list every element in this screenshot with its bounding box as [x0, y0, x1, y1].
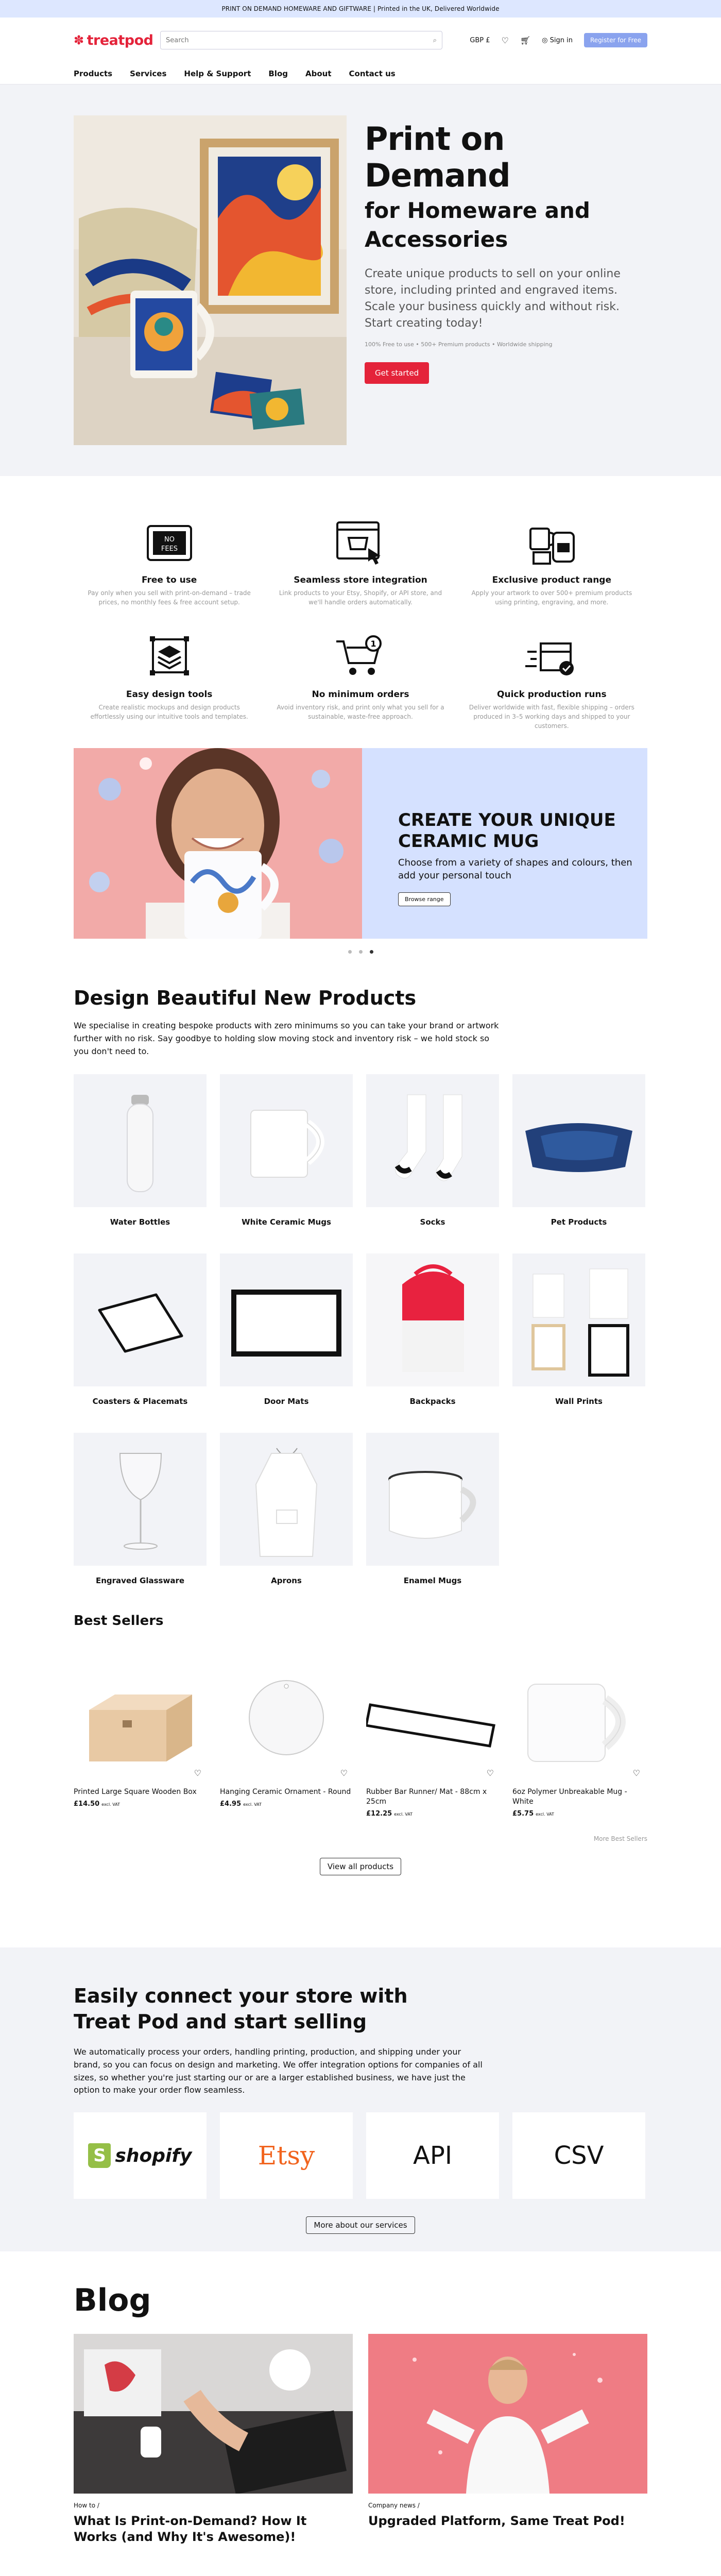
user-icon: ◎	[542, 36, 548, 44]
feature-desc: Apply your artwork to over 500+ premium products using printing, engraving, and more.	[471, 589, 632, 606]
logo-text: treatpod	[87, 32, 153, 48]
category-image	[512, 1253, 645, 1386]
category-label: Coasters & Placemats	[92, 1397, 188, 1406]
category-card[interactable]	[512, 1074, 645, 1227]
feature-desc: Create realistic mockups and design products effortlessly using our intuitive tools and templates.	[90, 704, 248, 720]
product-image	[366, 1653, 499, 1782]
api-integration-card[interactable]	[366, 2112, 499, 2199]
feature-free-to-use	[74, 517, 265, 607]
search-icon[interactable]: ⌕	[433, 36, 437, 44]
shopify-integration-card[interactable]	[74, 2112, 207, 2199]
feature-desc: Pay only when you sell with print-on-demand – trade prices, no monthly fees & free account setup.	[88, 589, 251, 606]
banner-subtitle: Choose from a variety of shapes and colours, then add your personal touch	[398, 857, 632, 881]
product-card[interactable]	[220, 1653, 353, 1818]
nav-blog[interactable]: Blog	[268, 69, 288, 78]
store-integration-icon	[332, 517, 389, 569]
no-fees-icon	[144, 522, 195, 564]
product-price	[220, 1800, 353, 1808]
browse-range-button[interactable]: Browse range	[398, 892, 451, 906]
nav-products[interactable]: Products	[74, 69, 113, 78]
feature-desc: Deliver worldwide with fast, flexible shipping – orders produced in 3–5 working days and shipped to your customers.	[469, 704, 634, 730]
category-label: Wall Prints	[555, 1397, 603, 1406]
nav-contact[interactable]: Contact us	[349, 69, 396, 78]
connect-paragraph: We automatically process your orders, handling printing, production, and shipping under your brand, so you can focus on design and marketing. We offer integration options for companies of all sizes, so whether you're just starting our or are a larger established business, we have just the option to make your order flow seamless.	[74, 2046, 483, 2095]
product-name: Rubber Bar Runner/ Mat - 88cm x 25cm	[366, 1788, 487, 1806]
best-sellers-title: Best Sellers	[74, 1613, 164, 1629]
blog-post-card[interactable]	[74, 2334, 353, 2545]
features-section	[0, 476, 721, 1906]
no-minimum-icon	[332, 634, 389, 681]
hero-section	[0, 84, 721, 476]
product-card[interactable]	[512, 1653, 645, 1818]
announcement-text: PRINT ON DEMAND HOMEWARE AND GIFTWARE | Printed in the UK, Delivered Worldwide	[221, 5, 500, 12]
cart-icon[interactable]: 🛒︎	[520, 35, 531, 45]
category-label: Pet Products	[551, 1217, 607, 1227]
category-label: Door Mats	[264, 1397, 309, 1406]
wishlist-heart-icon[interactable]: ♡	[501, 35, 509, 45]
register-button[interactable]: Register for Free	[584, 33, 647, 47]
category-image	[512, 1074, 645, 1207]
design-paragraph: We specialise in creating bespoke products with zero minimums so you can take your brand or artwork further with no risk. Say goodbye to holding slow moving stock and inventory risk – we hold stock so you don't need to.	[74, 1021, 499, 1056]
wishlist-heart-icon[interactable]: ♡	[486, 1768, 494, 1778]
banner-image	[74, 748, 362, 939]
category-card[interactable]	[366, 1074, 499, 1227]
category-label: Backpacks	[409, 1397, 456, 1406]
get-started-button[interactable]: Get started	[365, 362, 429, 384]
blog-post-image	[368, 2334, 647, 2494]
wishlist-heart-icon[interactable]: ♡	[340, 1768, 348, 1778]
carousel-dot[interactable]	[359, 950, 363, 954]
carousel-dot[interactable]	[348, 950, 352, 954]
product-name: Hanging Ceramic Ornament - Round	[220, 1788, 351, 1797]
hero-badges: 100% Free to use • 500+ Premium products • Worldwide shipping	[365, 341, 553, 348]
category-label: Socks	[420, 1217, 445, 1227]
product-range-icon	[523, 517, 580, 569]
csv-integration-card[interactable]	[512, 2112, 645, 2199]
vat-label: excl. VAT	[394, 1812, 413, 1817]
vat-label: excl. VAT	[101, 1802, 120, 1807]
hero-paragraph: Create unique products to sell on your online store, including printed and engraved items. Scale your business quickly and without risk. Start creating today!	[365, 267, 621, 330]
feature-desc: Avoid inventory risk, and print only what you sell for a sustainable, waste-free approach.	[277, 704, 444, 720]
blog-title: Blog	[74, 2282, 151, 2319]
category-label: Enamel Mugs	[403, 1576, 462, 1586]
connect-section	[0, 1947, 721, 2251]
vat-label: excl. VAT	[243, 1802, 262, 1807]
category-image	[74, 1253, 207, 1386]
hero-subtitle: for Homeware and Accessories	[365, 197, 590, 252]
connect-title: Easily connect your store with Treat Pod and start selling	[74, 1985, 408, 2033]
category-card[interactable]	[366, 1253, 499, 1406]
search-placeholder: Search	[166, 36, 189, 44]
view-all-products-button[interactable]: View all products	[320, 1858, 401, 1875]
feature-title: No minimum orders	[312, 689, 409, 700]
product-image	[74, 1653, 207, 1782]
category-card[interactable]	[366, 1433, 499, 1585]
category-image	[366, 1433, 499, 1566]
feature-title: Seamless store integration	[294, 575, 427, 585]
category-label: Water Bottles	[110, 1217, 170, 1227]
nav-about[interactable]: About	[305, 69, 332, 78]
feature-title: Free to use	[141, 575, 197, 585]
design-tools-icon	[144, 634, 195, 681]
feature-design-tools	[74, 632, 265, 731]
svg-text:FEES: FEES	[161, 545, 178, 553]
product-card[interactable]	[74, 1653, 207, 1818]
product-image	[220, 1653, 353, 1782]
etsy-integration-card[interactable]	[220, 2112, 353, 2199]
more-best-sellers-link[interactable]: More Best Sellers	[593, 1835, 647, 1843]
best-sellers-grid	[74, 1653, 647, 1818]
main-nav	[0, 63, 721, 84]
category-card[interactable]	[220, 1074, 353, 1227]
logo-mark-icon: ✽	[74, 33, 84, 47]
product-name: 6oz Polymer Unbreakable Mug - White	[512, 1788, 627, 1806]
blog-post-image	[74, 2334, 353, 2494]
product-price	[74, 1800, 207, 1808]
price-value: £14.50	[74, 1800, 100, 1808]
nav-services[interactable]: Services	[130, 69, 167, 78]
feature-no-minimum	[265, 632, 456, 731]
carousel-dots	[74, 950, 647, 954]
price-value: £12.25	[366, 1810, 392, 1818]
category-image	[220, 1433, 353, 1566]
blog-post-title[interactable]: Upgraded Platform, Same Treat Pod!	[368, 2514, 625, 2529]
feature-title: Quick production runs	[497, 689, 607, 700]
category-label: Aprons	[271, 1576, 302, 1586]
price-value: £5.75	[512, 1810, 534, 1818]
feature-product-range	[456, 517, 647, 607]
price-value: £4.95	[220, 1800, 242, 1808]
blog-post-card[interactable]	[368, 2334, 647, 2545]
category-card[interactable]	[74, 1433, 207, 1585]
shopify-bag-icon: S	[88, 2143, 111, 2168]
wishlist-heart-icon[interactable]: ♡	[632, 1768, 640, 1778]
category-image	[366, 1074, 499, 1207]
category-card[interactable]	[74, 1253, 207, 1406]
svg-text:NO: NO	[164, 536, 175, 544]
feature-quick-production	[456, 632, 647, 731]
banner-title: CREATE YOUR UNIQUE CERAMIC MUG	[398, 810, 616, 852]
svg-text:1: 1	[370, 639, 376, 649]
search-input[interactable]	[160, 31, 442, 49]
signin-label: Sign in	[550, 36, 573, 44]
product-image	[512, 1653, 645, 1782]
category-card[interactable]	[512, 1253, 645, 1406]
carousel-dot-active[interactable]	[370, 950, 373, 954]
wishlist-heart-icon[interactable]: ♡	[194, 1768, 201, 1778]
blog-category[interactable]: Company news /	[368, 2502, 420, 2510]
csv-label: CSV	[554, 2141, 604, 2171]
product-card[interactable]	[366, 1653, 499, 1818]
category-card[interactable]	[220, 1253, 353, 1406]
announcement-bar	[0, 0, 721, 18]
hero-title: Print on Demand	[365, 120, 510, 195]
header	[0, 18, 721, 63]
currency-selector[interactable]: GBP £	[470, 36, 490, 44]
more-about-services-button[interactable]: More about our services	[306, 2216, 415, 2234]
shopify-logo-text: shopify	[115, 2145, 192, 2166]
design-title: Design Beautiful New Products	[74, 987, 417, 1009]
feature-desc: Link products to your Etsy, Shopify, or API store, and we'll handle orders automatically.	[279, 589, 442, 606]
category-image	[220, 1253, 353, 1386]
category-grid	[74, 1074, 647, 1585]
category-image	[366, 1253, 499, 1386]
category-image	[74, 1433, 207, 1566]
nav-help-support[interactable]: Help & Support	[184, 69, 251, 78]
category-card[interactable]	[220, 1433, 353, 1585]
product-price	[366, 1810, 499, 1818]
vat-label: excl. VAT	[536, 1812, 554, 1817]
blog-category[interactable]: How to /	[74, 2502, 99, 2510]
signin-link[interactable]	[542, 37, 573, 44]
hero-banner-slide[interactable]	[74, 748, 647, 939]
feature-title: Exclusive product range	[492, 575, 611, 585]
category-label: White Ceramic Mugs	[242, 1217, 331, 1227]
quick-production-icon	[523, 634, 580, 681]
etsy-logo-text: Etsy	[258, 2141, 315, 2171]
category-card[interactable]	[74, 1074, 207, 1227]
blog-post-title[interactable]: What Is Print-on-Demand? How It Works (and Why It's Awesome)!	[74, 2514, 307, 2545]
category-image	[74, 1074, 207, 1207]
category-label: Engraved Glassware	[95, 1576, 185, 1586]
product-name: Printed Large Square Wooden Box	[74, 1788, 197, 1797]
feature-store-integration	[265, 517, 456, 607]
feature-title: Easy design tools	[126, 689, 213, 700]
site-logo[interactable]	[74, 32, 160, 48]
category-image	[220, 1074, 353, 1207]
hero-image	[74, 115, 347, 445]
product-price	[512, 1810, 645, 1818]
api-label: API	[413, 2141, 452, 2171]
